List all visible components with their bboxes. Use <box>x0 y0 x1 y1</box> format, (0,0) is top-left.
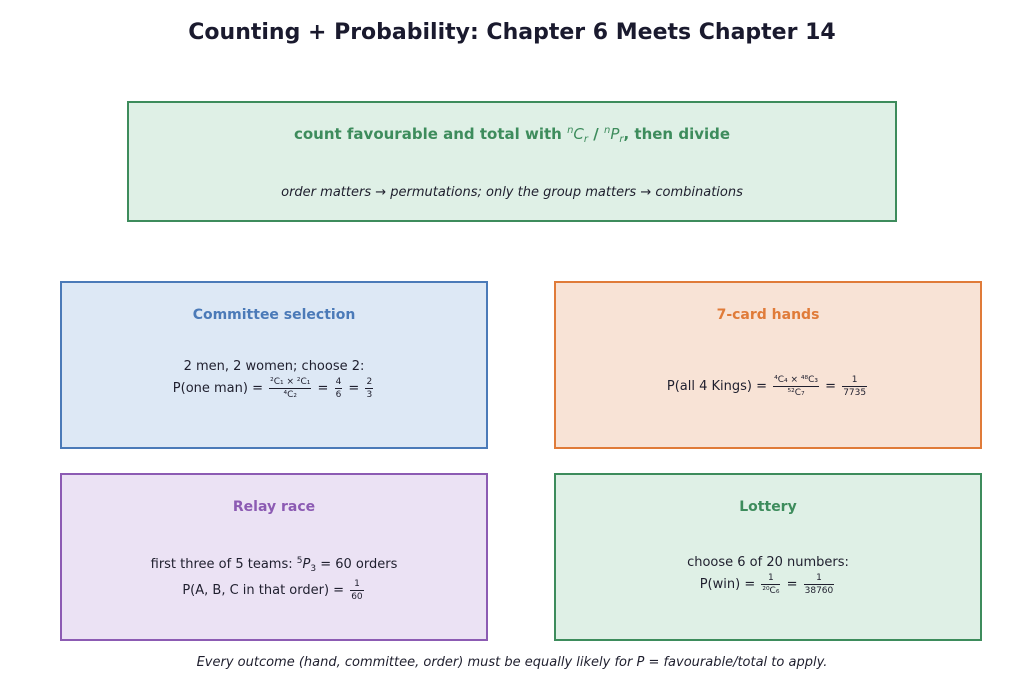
relay-prob-label: P(A, B, C in that order) = <box>182 583 349 598</box>
committee-frac3-den: 3 <box>366 390 373 400</box>
key-idea-rule: order matters → permutations; only the group matters → combinations <box>281 185 743 200</box>
relay-title: Relay race <box>232 499 316 515</box>
lottery-title: Lottery <box>739 499 797 515</box>
lottery-frac2-num: 1 <box>804 573 835 585</box>
key-idea-n: n <box>567 125 574 136</box>
committee-title: Committee selection <box>192 307 356 323</box>
key-idea-n2: n <box>603 125 611 136</box>
cards-frac2-den: 7735 <box>843 388 867 398</box>
lottery-frac1-num: 1 <box>761 573 780 585</box>
committee-frac3 <box>365 377 373 400</box>
cards-prob-label: P(all 4 Kings) = <box>666 379 772 394</box>
key-idea-slash: / <box>588 125 604 143</box>
relay-box <box>60 473 488 641</box>
lottery-line1: choose 6 of 20 numbers: <box>687 555 849 570</box>
committee-prob <box>62 377 486 400</box>
committee-body <box>62 357 486 400</box>
lottery-frac2 <box>804 573 835 596</box>
relay-line1-prefix: first three of 5 teams: <box>150 557 297 572</box>
cards-eq: = <box>821 379 841 394</box>
relay-frac-den: 60 <box>351 592 363 602</box>
relay-frac <box>350 579 363 602</box>
committee-frac1 <box>269 377 311 400</box>
committee-frac2-num: 4 <box>335 377 342 387</box>
cards-frac2 <box>842 375 867 398</box>
committee-frac1-num: ²C₁ × ²C₁ <box>270 377 311 387</box>
relay-line1-suffix: = 60 orders <box>316 557 398 572</box>
lottery-prob <box>556 573 980 596</box>
key-idea-box <box>127 101 897 222</box>
committee-eq1: = <box>313 381 333 396</box>
committee-line1: 2 men, 2 women; choose 2: <box>183 359 365 374</box>
committee-box <box>60 281 488 449</box>
cards-body <box>556 375 980 398</box>
page-title: Counting + Probability: Chapter 6 Meets Chapter 14 <box>188 20 836 45</box>
cards-frac1 <box>773 375 819 398</box>
relay-r: 3 <box>310 564 317 574</box>
lottery-eq: = <box>782 577 802 592</box>
cards-box <box>554 281 982 449</box>
lottery-frac1 <box>761 573 780 596</box>
relay-p: P <box>302 557 311 572</box>
committee-prob-label: P(one man) = <box>172 381 268 396</box>
cards-frac1-den: ⁵²C₇ <box>787 388 805 398</box>
committee-frac3-num: 2 <box>366 377 373 387</box>
key-idea-heading-suffix: , then divide <box>623 125 731 143</box>
key-idea-c: C <box>573 125 584 143</box>
key-idea-heading <box>129 125 895 145</box>
committee-frac2 <box>335 377 343 400</box>
key-idea-p: P <box>610 125 620 143</box>
committee-frac2-den: 6 <box>335 390 342 400</box>
cards-prob <box>556 375 980 398</box>
lottery-box <box>554 473 982 641</box>
lottery-prob-label: P(win) = <box>699 577 760 592</box>
relay-body <box>62 551 486 602</box>
lottery-body <box>556 553 980 596</box>
relay-n: 5 <box>296 556 303 566</box>
relay-frac-num: 1 <box>350 579 363 591</box>
committee-eq2: = <box>344 381 364 396</box>
key-idea-r: r <box>583 134 589 145</box>
relay-prob <box>62 579 486 602</box>
committee-frac1-den: ⁴C₂ <box>283 390 297 400</box>
key-idea-heading-prefix: count favourable and total with <box>293 125 568 143</box>
cards-frac1-num: ⁴C₄ × ⁴⁸C₃ <box>774 375 819 385</box>
key-idea-r2: r <box>619 134 624 145</box>
lottery-frac2-den: 38760 <box>804 586 834 596</box>
cards-title: 7-card hands <box>716 307 820 323</box>
lottery-frac1-den: ²⁰C₆ <box>762 586 780 596</box>
footer-note: Every outcome (hand, committee, order) must be equally likely for P = favourable/total to apply. <box>196 655 828 670</box>
relay-line1 <box>62 551 486 579</box>
cards-frac2-num: 1 <box>842 375 867 387</box>
